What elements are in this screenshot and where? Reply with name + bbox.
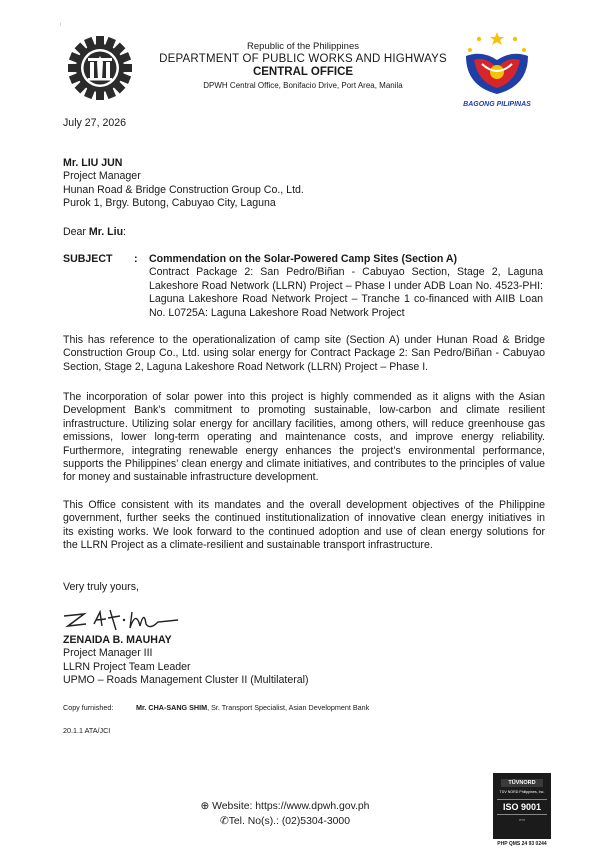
salutation-name: Mr. Liu (88, 226, 124, 238)
paragraph-line: for money and sustainable infrastructure development. (63, 471, 319, 484)
paragraph-line: the LLRN Project as a climate-resilient and sustainable transport infrastructure. (63, 539, 433, 552)
footer-telephone (170, 814, 400, 829)
phone-icon: ✆ (219, 816, 229, 827)
paragraph-reference (63, 334, 545, 374)
salutation-suffix: : (123, 226, 126, 238)
recipient-name: Mr. LIU JUN (63, 157, 123, 169)
cert-mark: ▪▪▪▪▪ (518, 818, 526, 822)
signatory-block (63, 634, 309, 688)
subject-label: SUBJECT (63, 253, 113, 265)
copy-furnished-name: Mr. CHA-SANG SHIM (136, 703, 208, 712)
republic-line: Republic of the Philippines (247, 41, 359, 52)
office-address: DPWH Central Office, Bonifacio Drive, Port Area, Manila (203, 81, 403, 90)
telephone-text: Tel. No(s).: (02)5304-3000 (228, 816, 350, 827)
footer-contact (170, 799, 400, 829)
paragraph-line: Development Bank’s commitment to promoting sustainable, low-carbon and climate resilient (63, 404, 545, 417)
closing: Very truly yours, (63, 581, 139, 593)
paragraph-line: This has reference to the operationalization of camp site (Section A) under Hunan Road & Bridge (63, 334, 545, 346)
iso-certification-badge (493, 773, 551, 839)
subject-body (149, 253, 543, 320)
reference-code: 20.1.1 ATA/JCI (63, 726, 111, 735)
corner-mark: ᵢ (60, 20, 62, 27)
letterhead (120, 40, 486, 92)
subject-line: No. L0725A: Laguna Lakeshore Road Network Project (149, 306, 405, 319)
recipient-title: Project Manager (63, 170, 141, 183)
salutation-prefix: Dear (63, 226, 89, 238)
paragraph-line: Construction Group Co., Ltd. using solar energy for Contract Package 2: San Pedro/Biñan - Cabuyao (63, 347, 545, 360)
subject-line: Contract Package 2: San Pedro/Biñan - Cabuyao Section, Stage 2, Laguna (149, 266, 543, 279)
salutation (63, 226, 126, 239)
office-name: CENTRAL OFFICE (252, 66, 354, 78)
paragraph-line: supports the Philippines’ clean energy and climate initiatives, and contributes to the principles of value (63, 458, 545, 471)
subject-colon: : (134, 253, 138, 265)
cert-company: TÜV NORD Philippines, Inc. (499, 790, 545, 794)
paragraph-commendation (63, 391, 545, 485)
bagong-pilipinas-logo (456, 26, 538, 110)
cert-brand: TÜVNORD (501, 779, 543, 787)
globe-icon: ⊕ (200, 801, 210, 812)
paragraph-line: emissions, lower long-term operating and maintenance costs, and improve energy reliability. (63, 431, 545, 444)
letter-date: July 27, 2026 (63, 117, 127, 129)
copy-furnished-recipient (136, 703, 369, 712)
signatory-title: Project Manager III (63, 647, 153, 660)
recipient-address: Purok 1, Brgy. Butong, Cabuyao City, Laguna (63, 197, 276, 210)
paragraph-line: government, further seeks the continued institutionalization of innovative clean energy initiatives in (63, 512, 545, 525)
copy-furnished-role: , Sr. Transport Specialist, Asian Development Bank (207, 703, 370, 712)
recipient-company: Hunan Road & Bridge Construction Group Co., Ltd. (63, 183, 304, 196)
paragraph-line: This Office consistent with its mandates and the overall development objectives of the Philippine (63, 499, 545, 511)
recipient-block (63, 157, 304, 211)
signatory-name: ZENAIDA B. MAUHAY (63, 634, 172, 646)
website-text: Website: https://www.dpwh.gov.ph (212, 801, 370, 812)
paragraph-line: Section, Stage 2, Laguna Lakeshore Road Network (LLRN) Project – Phase I. (63, 360, 429, 373)
copy-furnished-label: Copy furnished: (63, 703, 114, 712)
paragraph-line: infrastructure. Utilizing solar energy for ancillary facilities, among others, will reduce greenhouse gas (63, 417, 545, 430)
cert-standard: ISO 9001 (497, 799, 547, 815)
logo-wordmark: BAGONG PILIPINAS (463, 101, 531, 108)
footer-website (170, 799, 400, 814)
signatory-title: UPMO – Roads Management Cluster II (Multilateral) (63, 674, 309, 687)
cert-number: PHP QMS 24 93 0244 (497, 841, 547, 847)
department-name: DEPARTMENT OF PUBLIC WORKS AND HIGHWAYS (159, 53, 447, 65)
subject-line: Laguna Lakeshore Road Network Project – Tranche 1 co-financed with AIIB Loan (149, 293, 543, 306)
paragraph-office (63, 499, 545, 553)
signatory-title: LLRN Project Team Leader (63, 660, 191, 673)
paragraph-line: The incorporation of solar power into this project is highly commended as it aligns with the Asian (63, 391, 545, 403)
paragraph-line: its existing works. We look forward to the continued adoption and use of clean energy solutions for (63, 525, 545, 538)
paragraph-line: Furthermore, integrating renewable energy enhances the project’s environmental performance, (63, 444, 545, 457)
subject-title: Commendation on the Solar-Powered Camp Sites (Section A) (149, 253, 458, 265)
subject-line: Lakeshore Road Network (LLRN) Project – Phase I under ADB Loan No. 4523-PHI: (149, 279, 543, 292)
